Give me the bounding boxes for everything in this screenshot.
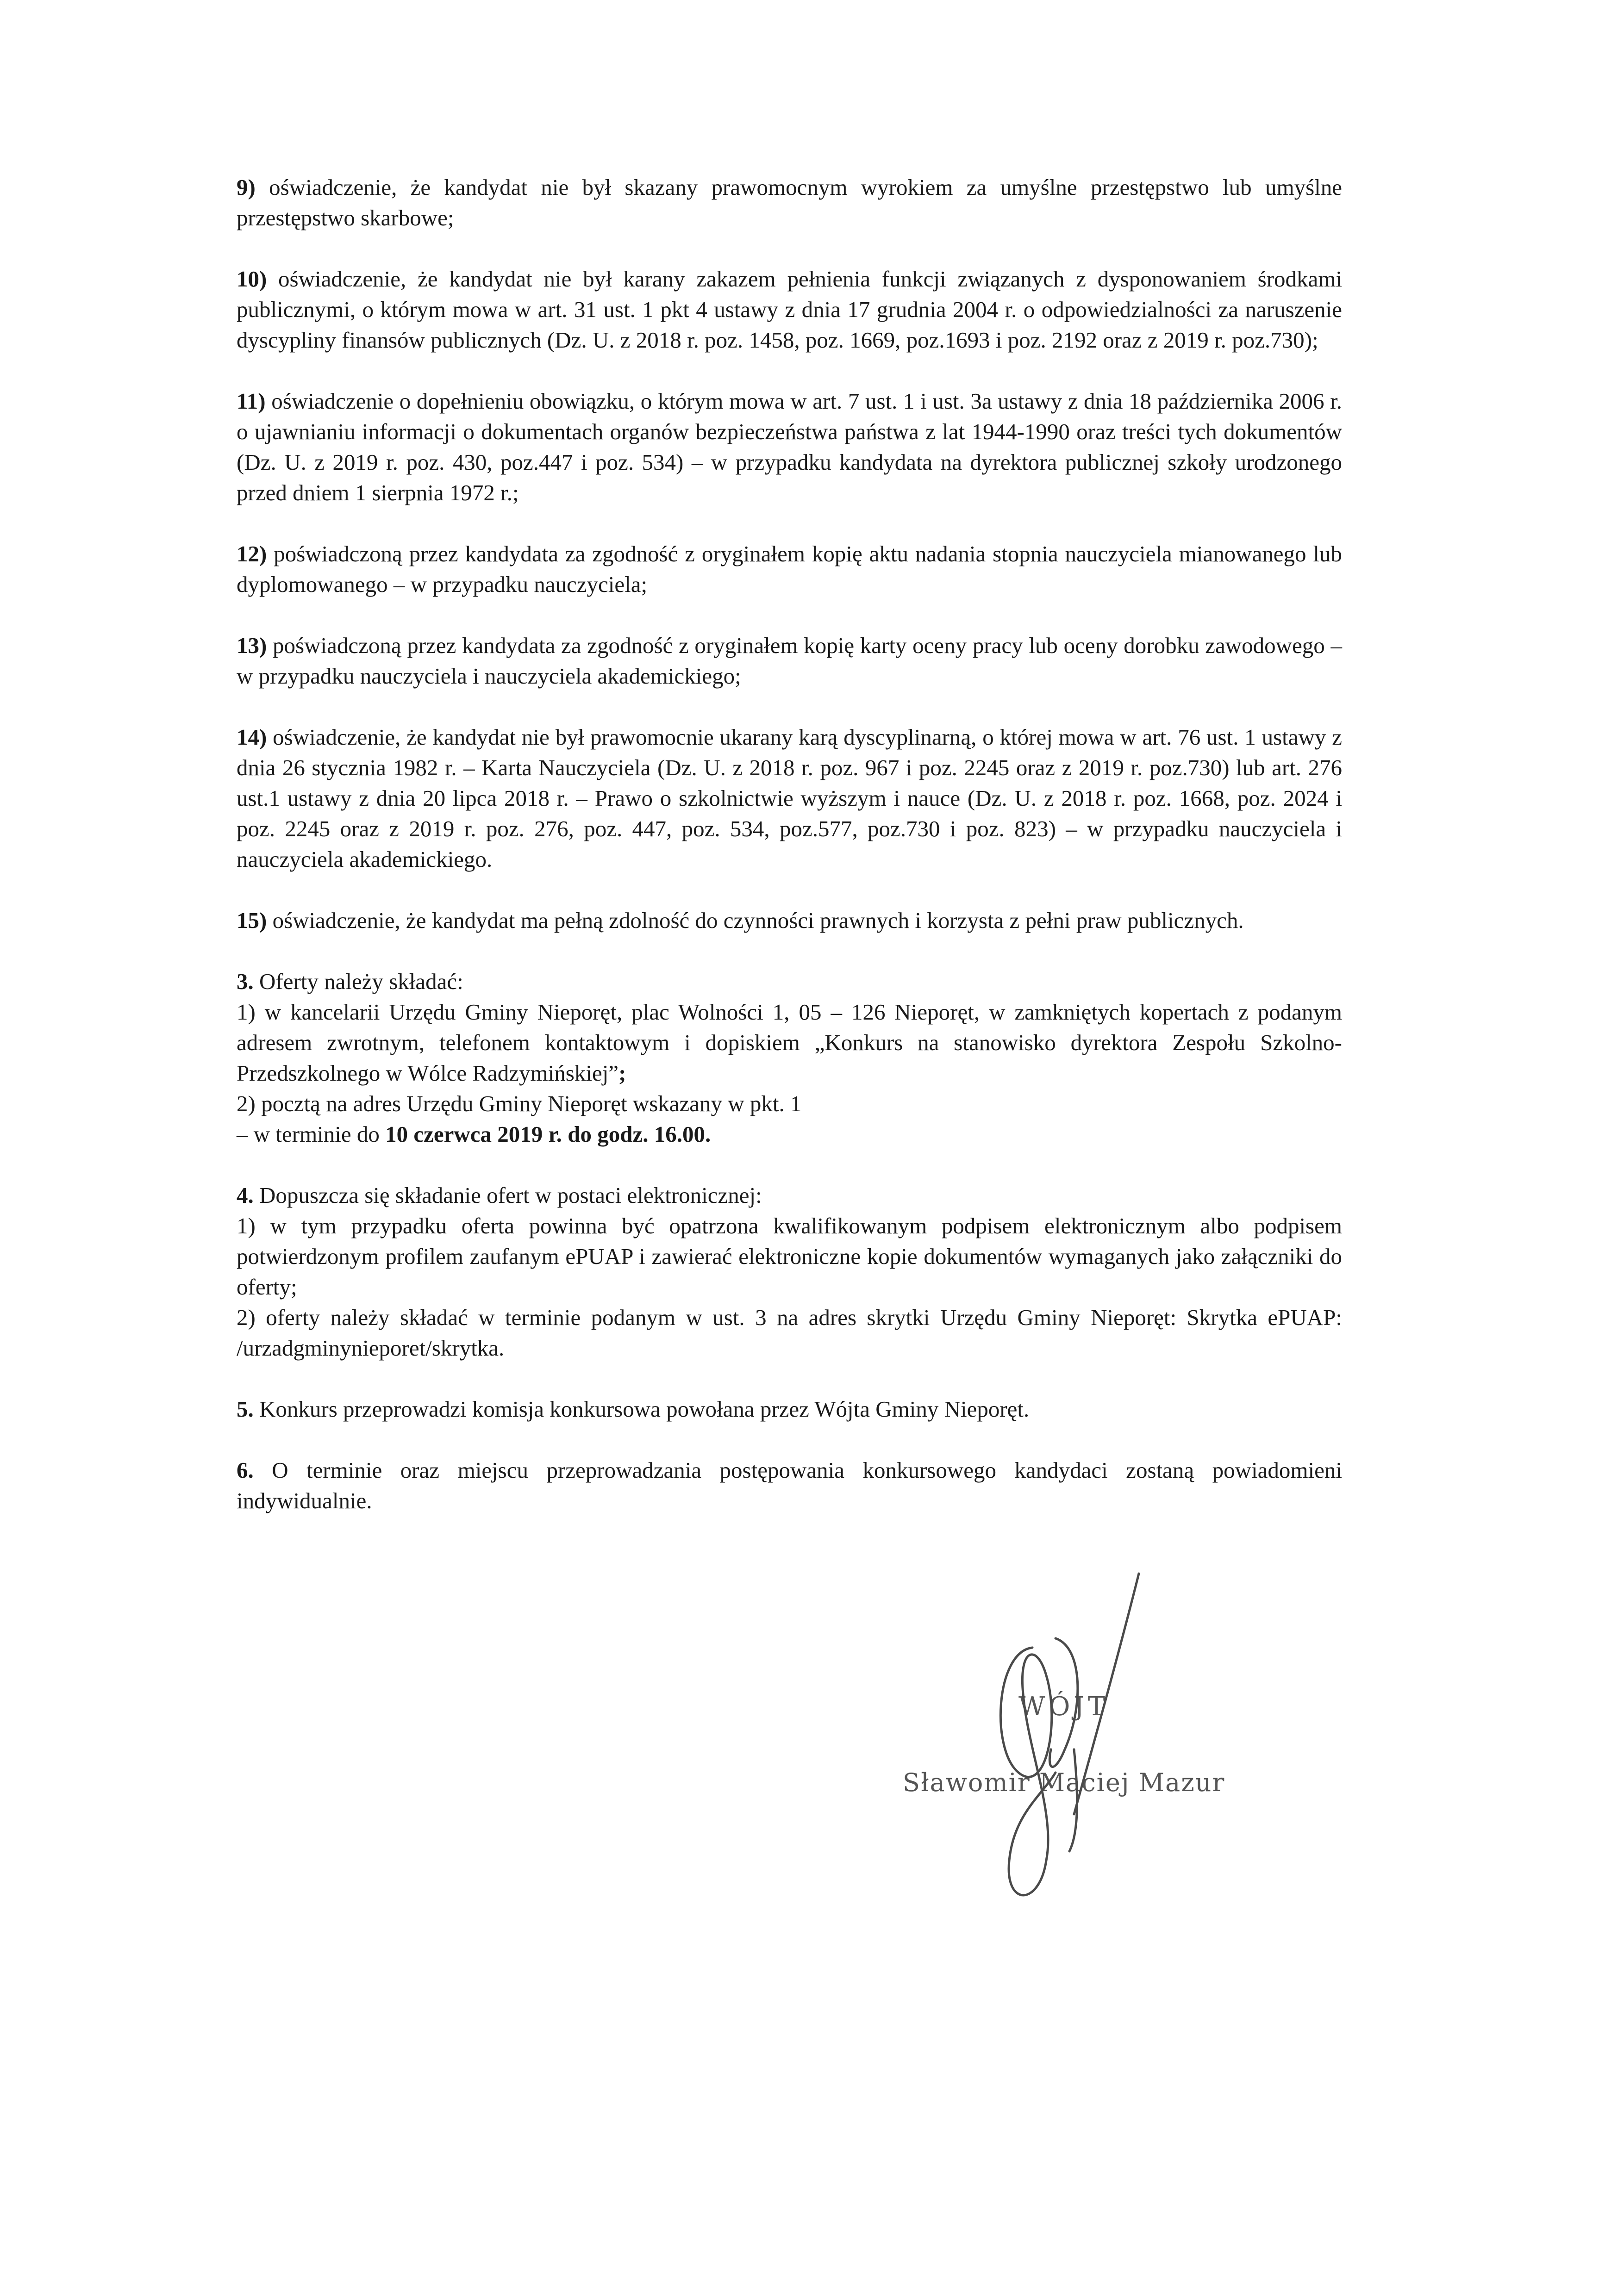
- item-12: [237, 539, 1342, 600]
- item-15: [237, 905, 1342, 936]
- item-11: [237, 386, 1342, 508]
- section-text: O terminie oraz miejscu przeprowadzania postępowania konkursowego kandydaci zostaną powiadomieni indywidualnie.: [237, 1457, 1342, 1513]
- section-number: 3.: [237, 969, 254, 994]
- section-heading: [237, 1180, 1342, 1211]
- deadline-date: 10 czerwca 2019 r. do godz. 16.00.: [385, 1121, 711, 1147]
- document-body: [237, 172, 1342, 1547]
- item-9: [237, 172, 1342, 233]
- stamp-name: Sławomir Maciej Mazur: [903, 1768, 1225, 1797]
- item-14: [237, 722, 1342, 875]
- item-number: 12): [237, 541, 267, 566]
- item-number: 10): [237, 266, 267, 292]
- section-point: 2) oferty należy składać w terminie podanym w ust. 3 na adres skrytki Urzędu Gminy Nieporęt: Skrytka ePUAP: /urzadgminynieporet/skrytka.: [237, 1305, 1342, 1361]
- section-number: 6.: [237, 1457, 254, 1483]
- section-4: [237, 1180, 1342, 1363]
- section-point: [237, 997, 1342, 1089]
- item-number: 15): [237, 908, 267, 933]
- section-heading-text: Oferty należy składać:: [259, 969, 463, 994]
- section-number: 5.: [237, 1396, 254, 1422]
- item-number: 13): [237, 633, 267, 658]
- section-point-text: 1) w kancelarii Urzędu Gminy Nieporęt, plac Wolności 1, 05 – 126 Nieporęt, w zamkniętych kopertach z podanym adresem zwrotnym, telefonem kontaktowym i dopiskiem „Konkurs na stanowisko dyrektora Zespołu Szkolno-Przedszkolnego w Wólce Radzymińskiej”: [237, 999, 1342, 1086]
- item-text: oświadczenie o dopełnieniu obowiązku, o którym mowa w art. 7 ust. 1 i ust. 3a ustawy z dnia 18 października 2006 r. o ujawnianiu informacji o dokumentach organów bezpieczeństwa państwa z lat 1944-1990 oraz treści tych dokumentów (Dz. U. z 2019 r. poz. 430, poz.447 i poz. 534) – w przypadku kandydata na dyrektora publicznej szkoły urodzonego przed dniem 1 sierpnia 1972 r.;: [237, 388, 1343, 505]
- item-text: poświadczoną przez kandydata za zgodność z oryginałem kopię karty oceny pracy lub oceny dorobku zawodowego – w przypadku nauczyciela i nauczyciela akademickiego;: [237, 633, 1342, 689]
- item-text: poświadczoną przez kandydata za zgodność z oryginałem kopię aktu nadania stopnia nauczyciela mianowanego lub dyplomowanego – w przypadku nauczyciela;: [237, 541, 1342, 597]
- deadline: [237, 1119, 1342, 1150]
- item-text: oświadczenie, że kandydat nie był prawomocnie ukarany karą dyscyplinarną, o której mowa w art. 76 ust. 1 ustawy z dnia 26 stycznia 1982 r. – Karta Nauczyciela (Dz. U. z 2018 r. poz. 967 i poz. 2245 oraz z 2019 r. poz.730) lub art. 276 ust.1 ustawy z dnia 20 lipca 2018 r. – Prawo o szkolnictwie wyższym i nauce (Dz. U. z 2018 r. poz. 1668, poz. 2024 i poz. 2245 oraz z 2019 r. poz. 276, poz. 447, poz. 534, poz.577, poz.730 i poz. 823) – w przypadku nauczyciela i nauczyciela akademickiego.: [237, 724, 1343, 872]
- section-point: 1) w tym przypadku oferta powinna być opatrzona kwalifikowanym podpisem elektronicznym albo podpisem potwierdzonym profilem zaufanym ePUAP i zawierać elektroniczne kopie dokumentów wymaganych jako załączniki do oferty;: [237, 1213, 1342, 1300]
- section-text: Konkurs przeprowadzi komisja konkursowa powołana przez Wójta Gminy Nieporęt.: [259, 1396, 1030, 1422]
- section-number: 4.: [237, 1182, 254, 1208]
- item-text: oświadczenie, że kandydat nie był skazany prawomocnym wyrokiem za umyślne przestępstwo lub umyślne przestępstwo skarbowe;: [237, 174, 1343, 230]
- section-6: [237, 1455, 1342, 1516]
- item-10: [237, 264, 1342, 355]
- section-3: [237, 966, 1342, 1150]
- section-5: [237, 1394, 1342, 1425]
- item-number: 11): [237, 388, 266, 414]
- section-point-end: ;: [618, 1060, 626, 1086]
- item-13: [237, 630, 1342, 691]
- section-heading-text: Dopuszcza się składanie ofert w postaci elektronicznej:: [259, 1182, 762, 1208]
- item-text: oświadczenie, że kandydat nie był karany zakazem pełnienia funkcji związanych z dysponowaniem środkami publicznymi, o którym mowa w art. 31 ust. 1 pkt 4 ustawy z dnia 17 grudnia 2004 r. o odpowiedzialności za naruszenie dyscypliny finansów publicznych (Dz. U. z 2018 r. poz. 1458, poz. 1669, poz.1693 i poz. 2192 oraz z 2019 r. poz.730);: [237, 266, 1343, 353]
- item-text: oświadczenie, że kandydat ma pełną zdolność do czynności prawnych i korzysta z pełni praw publicznych.: [272, 908, 1244, 933]
- item-number: 14): [237, 724, 267, 750]
- stamp-title: WÓJT: [1018, 1692, 1109, 1722]
- section-heading: [237, 966, 1342, 997]
- section-point: 2) pocztą na adres Urzędu Gminy Nieporęt wskazany w pkt. 1: [237, 1091, 802, 1116]
- deadline-prefix: – w terminie do: [237, 1121, 386, 1147]
- handwritten-signature-icon: [880, 1555, 1250, 1925]
- item-number: 9): [237, 174, 256, 200]
